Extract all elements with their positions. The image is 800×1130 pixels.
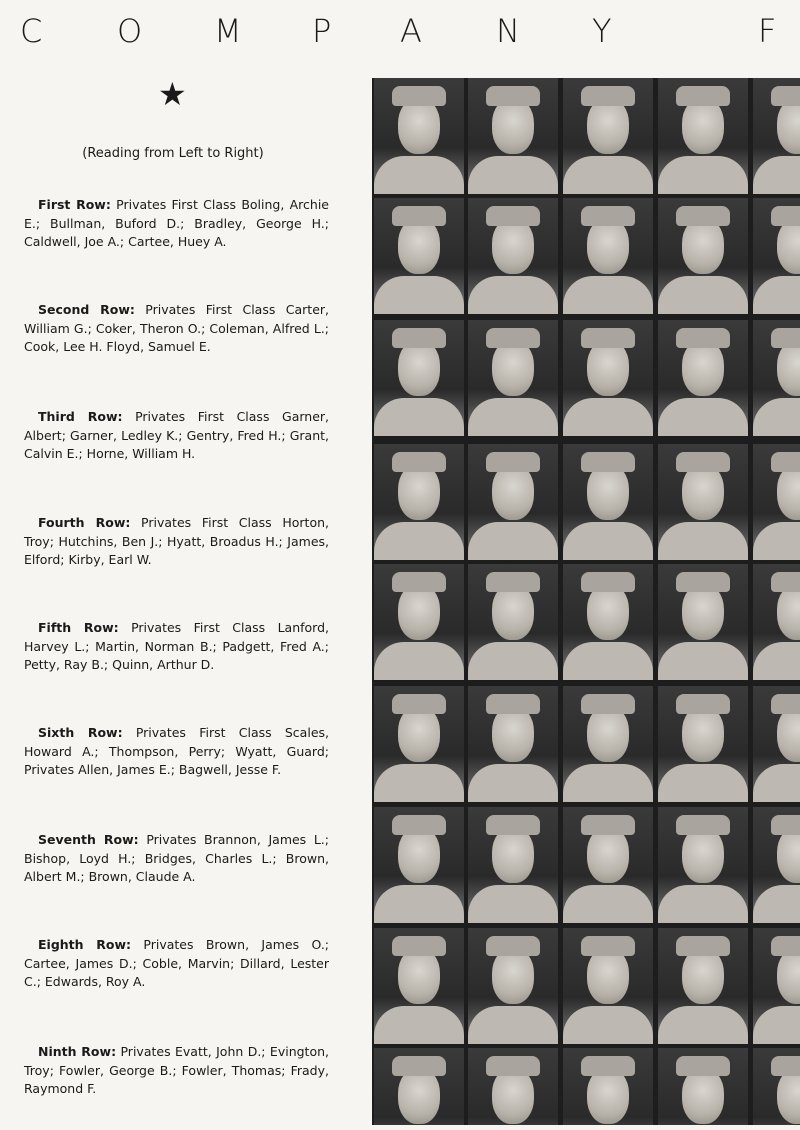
portrait-photo (563, 444, 653, 560)
portrait-face (682, 1068, 724, 1124)
portrait-face (398, 464, 440, 520)
portrait-face (682, 340, 724, 396)
portrait-face (682, 218, 724, 274)
title-letter: A (400, 12, 422, 50)
portrait-shoulders (658, 276, 748, 314)
portrait-shoulders (658, 885, 748, 923)
portrait-photo (753, 320, 800, 436)
portrait-shoulders (753, 1006, 800, 1044)
portrait-shoulders (468, 522, 558, 560)
portrait-grid (372, 78, 800, 1125)
portrait-photo (468, 928, 558, 1044)
portrait-photo (658, 564, 748, 680)
portrait-shoulders (468, 276, 558, 314)
portrait-cap (486, 815, 540, 835)
portrait-shoulders (374, 276, 464, 314)
title-letter: M (214, 12, 242, 50)
portrait-cap (771, 694, 800, 714)
portrait-cap (392, 694, 446, 714)
row-names: Privates Brown, James O.; Cartee, James D.; Coble, Marvin; Dillard, Lester C.; Edwards, Roy A. (24, 937, 330, 989)
portrait-face (682, 464, 724, 520)
title-letter: F (758, 12, 777, 50)
portrait-photo (658, 198, 748, 314)
portrait-shoulders (658, 398, 748, 436)
portrait-cap (771, 1056, 800, 1076)
title-letter: N (496, 12, 520, 50)
portrait-cap (771, 572, 800, 592)
portrait-cap (581, 936, 635, 956)
title-letter: C (20, 12, 43, 50)
portrait-face (777, 827, 800, 883)
portrait-shoulders (753, 885, 800, 923)
caption-row-3 (24, 408, 329, 464)
portrait-cap (676, 1056, 730, 1076)
portrait-face (682, 706, 724, 762)
portrait-photo (374, 564, 464, 680)
caption-row-5 (24, 619, 329, 675)
title-letter: O (117, 12, 143, 50)
caption-row-1 (24, 196, 329, 252)
portrait-shoulders (374, 885, 464, 923)
portrait-shoulders (753, 522, 800, 560)
portrait-shoulders (468, 642, 558, 680)
portrait-face (777, 1068, 800, 1124)
portrait-photo (658, 807, 748, 923)
portrait-cap (392, 86, 446, 106)
portrait-photo (468, 1048, 558, 1125)
portrait-photo (658, 1048, 748, 1125)
row-names: Privates First Class Horton, Troy; Hutchins, Ben J.; Hyatt, Broadus H.; James, Elford; Kirby, Earl W. (24, 515, 329, 567)
portrait-shoulders (563, 1006, 653, 1044)
portrait-cap (771, 815, 800, 835)
portrait-cap (486, 452, 540, 472)
portrait-cap (771, 936, 800, 956)
portrait-cap (676, 572, 730, 592)
portrait-face (398, 827, 440, 883)
portrait-face (492, 218, 534, 274)
portrait-shoulders (658, 642, 748, 680)
caption-row-7 (24, 831, 329, 887)
portrait-cap (392, 572, 446, 592)
portrait-face (777, 584, 800, 640)
portrait-photo (374, 320, 464, 436)
portrait-cap (581, 452, 635, 472)
portrait-photo (753, 198, 800, 314)
portrait-shoulders (753, 764, 800, 802)
portrait-shoulders (563, 642, 653, 680)
portrait-cap (676, 86, 730, 106)
portrait-photo (563, 686, 653, 802)
portrait-face (777, 98, 800, 154)
portrait-face (682, 584, 724, 640)
row-names: Privates First Class Scales, Howard A.; Thompson, Perry; Wyatt, Guard; Privates Allen, James E.; Bagwell, Jesse F. (24, 725, 329, 777)
portrait-shoulders (563, 764, 653, 802)
portrait-photo (374, 928, 464, 1044)
title-letter: P (312, 12, 332, 50)
portrait-photo (468, 444, 558, 560)
portrait-shoulders (563, 276, 653, 314)
portrait-face (682, 98, 724, 154)
row-names: Privates First Class Garner, Albert; Garner, Ledley K.; Gentry, Fred H.; Grant, Calvin E.; Horne, William H. (24, 409, 329, 461)
portrait-face (492, 1068, 534, 1124)
portrait-photo (658, 320, 748, 436)
row-names: Privates First Class Boling, Archie E.; Bullman, Buford D.; Bradley, George H.; Caldwell, Joe A.; Cartee, Huey A. (24, 197, 329, 249)
portrait-cap (486, 694, 540, 714)
row-names: Privates First Class Carter, William G.; Coker, Theron O.; Coleman, Alfred L.; Cook, Lee H. Floyd, Samuel E. (24, 302, 329, 354)
portrait-photo (753, 686, 800, 802)
portrait-face (492, 827, 534, 883)
portrait-photo (468, 564, 558, 680)
portrait-face (682, 827, 724, 883)
row-label: Ninth Row: (38, 1044, 117, 1059)
portrait-shoulders (753, 398, 800, 436)
portrait-photo (753, 1048, 800, 1125)
portrait-photo (374, 807, 464, 923)
portrait-face (587, 98, 629, 154)
portrait-face (682, 948, 724, 1004)
portrait-cap (581, 815, 635, 835)
portrait-shoulders (658, 156, 748, 194)
portrait-photo (468, 807, 558, 923)
portrait-cap (581, 328, 635, 348)
portrait-photo (374, 444, 464, 560)
portrait-photo (753, 928, 800, 1044)
portrait-cap (392, 815, 446, 835)
portrait-shoulders (658, 764, 748, 802)
portrait-photo (563, 928, 653, 1044)
portrait-photo (753, 807, 800, 923)
portrait-shoulders (468, 398, 558, 436)
row-names: Privates First Class Lanford, Harvey L.; Martin, Norman B.; Padgett, Fred A.; Petty, Ray B.; Quinn, Arthur D. (24, 620, 329, 672)
portrait-cap (486, 206, 540, 226)
portrait-cap (392, 328, 446, 348)
portrait-shoulders (658, 522, 748, 560)
portrait-cap (486, 936, 540, 956)
portrait-row (372, 198, 800, 318)
row-names: Privates Brannon, James L.; Bishop, Loyd H.; Bridges, Charles L.; Brown, Albert M.; Brown, Claude A. (24, 832, 329, 884)
portrait-shoulders (563, 885, 653, 923)
portrait-photo (563, 564, 653, 680)
portrait-photo (563, 1048, 653, 1125)
caption-row-4 (24, 514, 329, 570)
portrait-face (398, 706, 440, 762)
portrait-photo (658, 78, 748, 194)
portrait-photo (468, 198, 558, 314)
portrait-photo (374, 1048, 464, 1125)
portrait-face (777, 340, 800, 396)
portrait-shoulders (658, 1006, 748, 1044)
portrait-shoulders (753, 276, 800, 314)
portrait-face (492, 706, 534, 762)
portrait-cap (486, 1056, 540, 1076)
portrait-cap (581, 86, 635, 106)
portrait-row (372, 564, 800, 684)
portrait-cap (392, 1056, 446, 1076)
portrait-face (492, 464, 534, 520)
portrait-row (372, 78, 800, 198)
portrait-photo (468, 78, 558, 194)
row-label: Second Row: (38, 302, 135, 317)
portrait-shoulders (563, 522, 653, 560)
caption-row-6 (24, 724, 329, 780)
portrait-face (587, 827, 629, 883)
portrait-row (372, 444, 800, 564)
portrait-photo (374, 78, 464, 194)
portrait-shoulders (374, 642, 464, 680)
portrait-photo (753, 444, 800, 560)
caption-row-9 (24, 1043, 329, 1099)
portrait-face (587, 340, 629, 396)
portrait-cap (676, 936, 730, 956)
portrait-row (372, 320, 800, 440)
portrait-cap (676, 206, 730, 226)
row-label: First Row: (38, 197, 111, 212)
title-letter: Y (592, 12, 612, 50)
portrait-photo (468, 686, 558, 802)
portrait-row (372, 1048, 800, 1125)
portrait-face (587, 584, 629, 640)
portrait-face (777, 948, 800, 1004)
row-label: Eighth Row: (38, 937, 132, 952)
portrait-face (398, 340, 440, 396)
page-title (0, 12, 800, 52)
portrait-face (777, 218, 800, 274)
row-label: Seventh Row: (38, 832, 139, 847)
portrait-photo (374, 198, 464, 314)
portrait-photo (563, 198, 653, 314)
portrait-row (372, 686, 800, 806)
portrait-shoulders (374, 1006, 464, 1044)
portrait-shoulders (374, 398, 464, 436)
portrait-face (587, 218, 629, 274)
portrait-face (587, 1068, 629, 1124)
row-label: Fourth Row: (38, 515, 131, 530)
portrait-row (372, 928, 800, 1048)
portrait-cap (581, 572, 635, 592)
reading-note: (Reading from Left to Right) (82, 146, 264, 161)
row-names: Privates Evatt, John D.; Evington, Troy; Fowler, George B.; Fowler, Thomas; Frady, Raymond F. (24, 1044, 330, 1096)
portrait-shoulders (468, 764, 558, 802)
portrait-cap (771, 206, 800, 226)
portrait-face (398, 98, 440, 154)
portrait-cap (581, 1056, 635, 1076)
portrait-face (492, 584, 534, 640)
portrait-shoulders (374, 522, 464, 560)
portrait-face (492, 98, 534, 154)
row-label: Third Row: (38, 409, 123, 424)
portrait-face (777, 706, 800, 762)
portrait-shoulders (468, 885, 558, 923)
portrait-shoulders (468, 1006, 558, 1044)
portrait-face (398, 948, 440, 1004)
portrait-photo (658, 686, 748, 802)
portrait-cap (486, 572, 540, 592)
portrait-photo (374, 686, 464, 802)
portrait-shoulders (753, 642, 800, 680)
star-icon: ★ (158, 75, 187, 113)
portrait-face (398, 218, 440, 274)
portrait-cap (771, 328, 800, 348)
portrait-face (398, 584, 440, 640)
portrait-photo (563, 78, 653, 194)
caption-row-2 (24, 301, 329, 357)
portrait-photo (753, 78, 800, 194)
portrait-cap (676, 328, 730, 348)
row-label: Fifth Row: (38, 620, 119, 635)
portrait-cap (486, 86, 540, 106)
portrait-photo (658, 444, 748, 560)
portrait-photo (468, 320, 558, 436)
portrait-cap (392, 452, 446, 472)
caption-row-8 (24, 936, 329, 992)
portrait-photo (658, 928, 748, 1044)
portrait-face (398, 1068, 440, 1124)
portrait-row (372, 807, 800, 927)
portrait-photo (563, 807, 653, 923)
portrait-face (587, 464, 629, 520)
portrait-photo (563, 320, 653, 436)
portrait-cap (392, 206, 446, 226)
portrait-shoulders (563, 156, 653, 194)
portrait-face (777, 464, 800, 520)
portrait-cap (771, 452, 800, 472)
portrait-cap (676, 694, 730, 714)
portrait-cap (392, 936, 446, 956)
portrait-cap (581, 206, 635, 226)
portrait-shoulders (563, 398, 653, 436)
portrait-face (492, 340, 534, 396)
portrait-photo (753, 564, 800, 680)
portrait-face (587, 706, 629, 762)
portrait-cap (486, 328, 540, 348)
portrait-cap (771, 86, 800, 106)
portrait-shoulders (374, 764, 464, 802)
portrait-cap (581, 694, 635, 714)
portrait-cap (676, 452, 730, 472)
portrait-cap (676, 815, 730, 835)
portrait-shoulders (374, 156, 464, 194)
portrait-shoulders (753, 156, 800, 194)
portrait-shoulders (468, 156, 558, 194)
portrait-face (492, 948, 534, 1004)
portrait-face (587, 948, 629, 1004)
row-label: Sixth Row: (38, 725, 123, 740)
